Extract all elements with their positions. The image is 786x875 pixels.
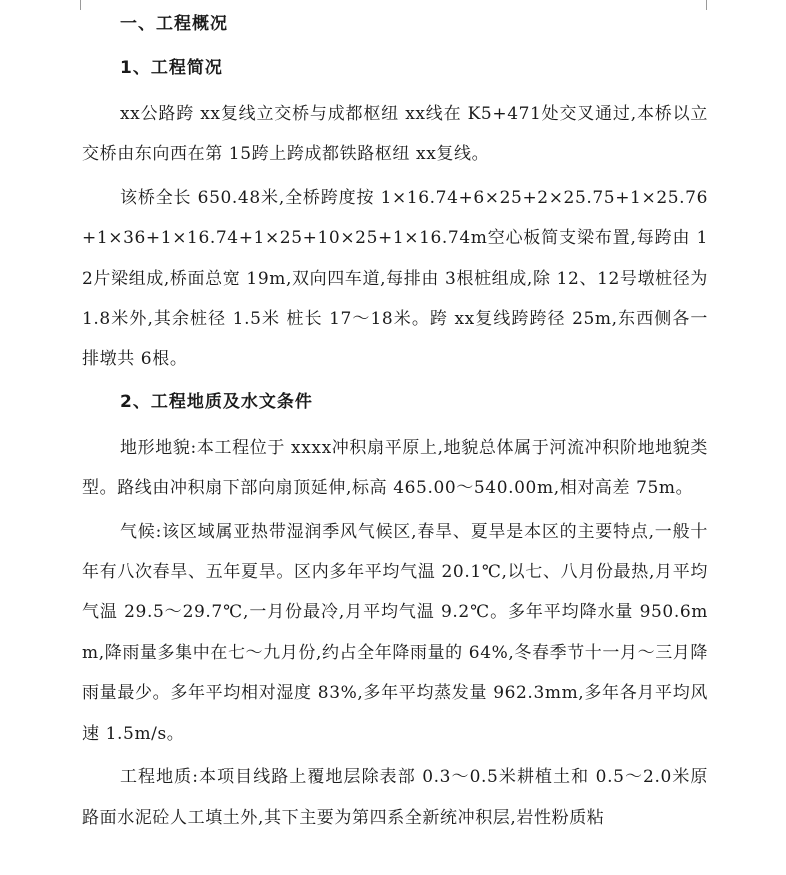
paragraph-engineering-geology: 工程地质:本项目线路上覆地层除表部 0.3～0.5米耕植土和 0.5～2.0米原路面水泥砼人工填土外,其下主要为第四系全新统冲积层,岩性粉质粘 [82, 767, 708, 828]
document-body [82, 6, 708, 838]
subsection-title-geology: 2、工程地质及水文条件 [120, 391, 313, 412]
paragraph-climate: 气候:该区域属亚热带湿润季风气候区,春旱、夏旱是本区的主要特点,一般十年有八次春旱、五年夏旱。区内多年平均气温 20.1℃,以七、八月份最热,月平均气温 29.5～29.7℃,一月份最冷,月平均气温 9.2℃。多年平均降水量 950.6mm,降雨量多集中在七～九月份,约占全年降雨量的 64%,冬春季节十一月～三月降雨量最少。多年平均相对湿度 83%,多年平均蒸发量 962.3mm,多年各月平均风速 1.5m/s。 [82, 521, 708, 744]
margin-corner-mark-left [68, 0, 81, 10]
paragraph-bridge-structure: 该桥全长 650.48米,全桥跨度按 1×16.74+6×25+2×25.75+1×25.76+1×36+1×16.74+1×25+10×25+1×16.74m空心板简支梁布置,每跨由 12片梁组成,桥面总宽 19m,双向四车道,每排由 3根桩组成,除 12、12号墩桩径为 1.8米外,其余桩径 1.5米 桩长 17～18米。跨 xx复线跨跨径 25m,东西侧各一排墩共 6根。 [82, 187, 708, 370]
paragraph-terrain: 地形地貌:本工程位于 xxxx冲积扇平原上,地貌总体属于河流冲积阶地地貌类型。路线由冲积扇下部向扇顶延伸,标高 465.00～540.00m,相对高差 75m。 [82, 437, 708, 499]
paragraph-bridge-location: xx公路跨 xx复线立交桥与成都枢纽 xx线在 K5+471处交叉通过,本桥以立交桥由东向西在第 15跨上跨成都铁路枢纽 xx复线。 [82, 104, 708, 165]
section-title: 一、工程概况 [120, 14, 228, 34]
subsection-title-overview: 1、工程简况 [120, 58, 223, 78]
